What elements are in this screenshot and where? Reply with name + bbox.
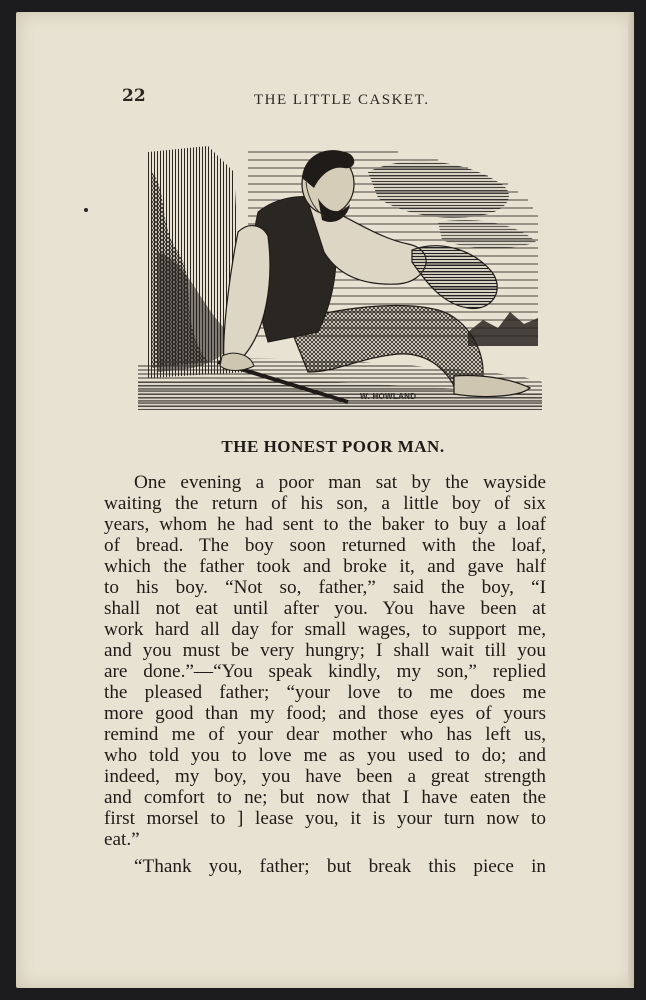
text-line: of bread. The boy soon returned with the loaf,	[104, 535, 546, 556]
page-number: 22	[122, 86, 146, 106]
paragraph	[104, 856, 546, 877]
engraver-signature: W. HOWLAND	[360, 392, 417, 401]
paragraph	[104, 472, 546, 850]
text-line: shall not eat until after you. You have been at	[104, 598, 546, 619]
text-line: who told you to love me as you used to do; and	[104, 745, 546, 766]
book-page	[16, 12, 634, 988]
text-line: indeed, my boy, you have been a great strength	[104, 766, 546, 787]
text-line: first morsel to ] lease you, it is your turn now to	[104, 808, 546, 829]
engraving-illustration	[138, 132, 542, 410]
page-edge	[628, 12, 634, 988]
text-line: the pleased father; “your love to me does me	[104, 682, 546, 703]
story-text	[104, 472, 546, 877]
text-line: which the father took and broke it, and gave half	[104, 556, 546, 577]
text-line: to his boy. “Not so, father,” said the boy, “I	[104, 577, 546, 598]
text-line: remind me of your dear mother who has left us,	[104, 724, 546, 745]
text-line: work hard all day for small wages, to support me,	[104, 619, 546, 640]
text-line: and comfort to ne; but now that I have eaten the	[104, 787, 546, 808]
text-line: years, whom he had sent to the baker to buy a loaf	[104, 514, 546, 535]
text-line: are done.”—“You speak kindly, my son,” replied	[104, 661, 546, 682]
running-head: THE LITTLE CASKET.	[254, 92, 430, 108]
text-line: eat.”	[104, 829, 140, 850]
ink-speck	[84, 208, 88, 212]
chapter-title: THE HONEST POOR MAN.	[221, 437, 445, 456]
text-line: and you must be very hungry; I shall wait till you	[104, 640, 546, 661]
text-line: waiting the return of his son, a little boy of six	[104, 493, 546, 514]
text-line: more good than my food; and those eyes of yours	[104, 703, 546, 724]
text-line: One evening a poor man sat by the wayside	[134, 472, 546, 493]
text-line: “Thank you, father; but break this piece in	[134, 856, 546, 877]
